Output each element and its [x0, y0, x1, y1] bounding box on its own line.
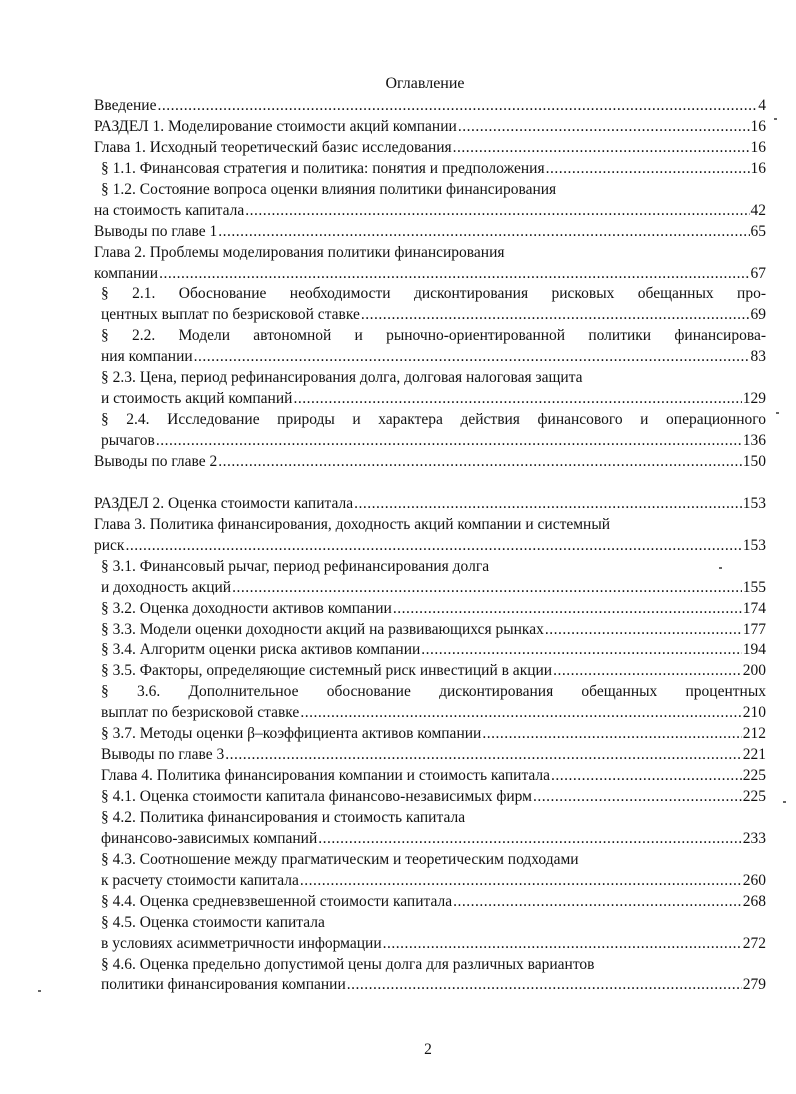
- table-of-contents: [94, 96, 766, 996]
- toc-entry: РАЗДЕЛ 1. Моделирование стоимости акций компании ..... 16: [94, 117, 766, 138]
- toc-entry: Выводы по главе 2 ..... 150: [94, 452, 766, 473]
- toc-entry-line: Глава 2. Проблемы моделирования политики финансирования: [94, 243, 505, 261]
- toc-entry: § 3.4. Алгоритм оценки риска активов компании ..... 194: [101, 640, 766, 661]
- scan-speck: [783, 801, 786, 803]
- toc-entry: на стоимость капитала ..... 42: [94, 201, 766, 222]
- toc-entry: § 3.7. Методы оценки β–коэффициента активов компании ..... 212: [101, 724, 766, 745]
- toc-entry: § 4.1. Оценка стоимости капитала финансово-независимых фирм ..... 225: [101, 787, 766, 808]
- toc-entry: Выводы по главе 1 ..... 65: [94, 222, 766, 243]
- toc-entry-line: § 1.2. Состояние вопроса оценки влияния политики финансирования: [101, 180, 557, 198]
- toc-entry-line: § 4.3. Соотношение между прагматическим и теоретическим подходами: [101, 850, 579, 868]
- toc-entry: рычагов ..... 136: [101, 431, 766, 452]
- scan-speck: [776, 412, 779, 414]
- page-number: 2: [424, 1041, 432, 1058]
- toc-entry: в условиях асимметричности информации ..... 272: [101, 934, 766, 955]
- toc-entry: § 1.1. Финансовая стратегия и политика: понятия и предположения ..... 16: [101, 159, 766, 180]
- toc-entry-line: § 3.6. Дополнительное обоснование дисконтирования обещанных процентных: [101, 683, 766, 701]
- scan-speck: [774, 118, 777, 120]
- toc-entry: § 4.4. Оценка средневзвешенной стоимости капитала ..... 268: [101, 892, 766, 913]
- toc-entry: Глава 1. Исходный теоретический базис исследования ..... 16: [94, 138, 766, 159]
- toc-entry-line: § 3.1. Финансовый рычаг, период рефинансирования долга: [101, 557, 490, 575]
- toc-entry: к расчету стоимости капитала ..... 260: [101, 871, 766, 892]
- toc-entry: выплат по безрисковой ставке ..... 210: [101, 703, 766, 724]
- toc-entry: и доходность акций ..... 155: [101, 578, 766, 599]
- page-title: Оглавление: [385, 75, 465, 92]
- scan-speck: [719, 567, 722, 569]
- toc-entry: компании ..... 67: [94, 264, 766, 285]
- toc-entry-line: § 4.5. Оценка стоимости капитала: [101, 913, 325, 931]
- toc-entry: § 3.3. Модели оценки доходности акций на развивающихся рынках ..... 177: [101, 620, 766, 641]
- toc-entry: Глава 4. Политика финансирования компании и стоимость капитала ..... 225: [101, 766, 766, 787]
- toc-entry: ния компании ..... 83: [101, 347, 766, 368]
- toc-entry-line: § 2.1. Обоснование необходимости дисконтирования рисковых обещанных про-: [101, 285, 766, 303]
- toc-entry: и стоимость акций компаний ..... 129: [101, 389, 766, 410]
- toc-entry: РАЗДЕЛ 2. Оценка стоимости капитала ..... 153: [94, 494, 766, 515]
- toc-entry-line: § 4.2. Политика финансирования и стоимость капитала: [101, 808, 466, 826]
- scan-speck: [38, 990, 41, 992]
- toc-entry-line: § 2.2. Модели автономной и рыночно-ориентированной политики финансирова-: [101, 327, 766, 345]
- toc-entry: риск ..... 153: [94, 536, 766, 557]
- toc-entry-line: § 2.3. Цена, период рефинансирования долга, долговая налоговая защита: [101, 369, 583, 387]
- toc-entry: § 3.2. Оценка доходности активов компании ..... 174: [101, 599, 766, 620]
- toc-entry-line: § 2.4. Исследование природы и характера действия финансового и операционного: [101, 411, 766, 429]
- toc-entry: финансово-зависимых компаний ..... 233: [101, 829, 766, 850]
- toc-entry: центных выплат по безрисковой ставке ..... 69: [101, 305, 766, 326]
- toc-entry: Выводы по главе 3 ..... 221: [101, 745, 766, 766]
- toc-entry: политики финансирования компании ..... 279: [101, 975, 766, 996]
- toc-entry: Введение ..... 4: [94, 96, 766, 117]
- toc-entry-line: Глава 3. Политика финансирования, доходность акций компании и системный: [94, 515, 611, 533]
- toc-entry-line: § 4.6. Оценка предельно допустимой цены долга для различных вариантов: [101, 955, 595, 973]
- toc-entry: § 3.5. Факторы, определяющие системный риск инвестиций в акции ..... 200: [101, 661, 766, 682]
